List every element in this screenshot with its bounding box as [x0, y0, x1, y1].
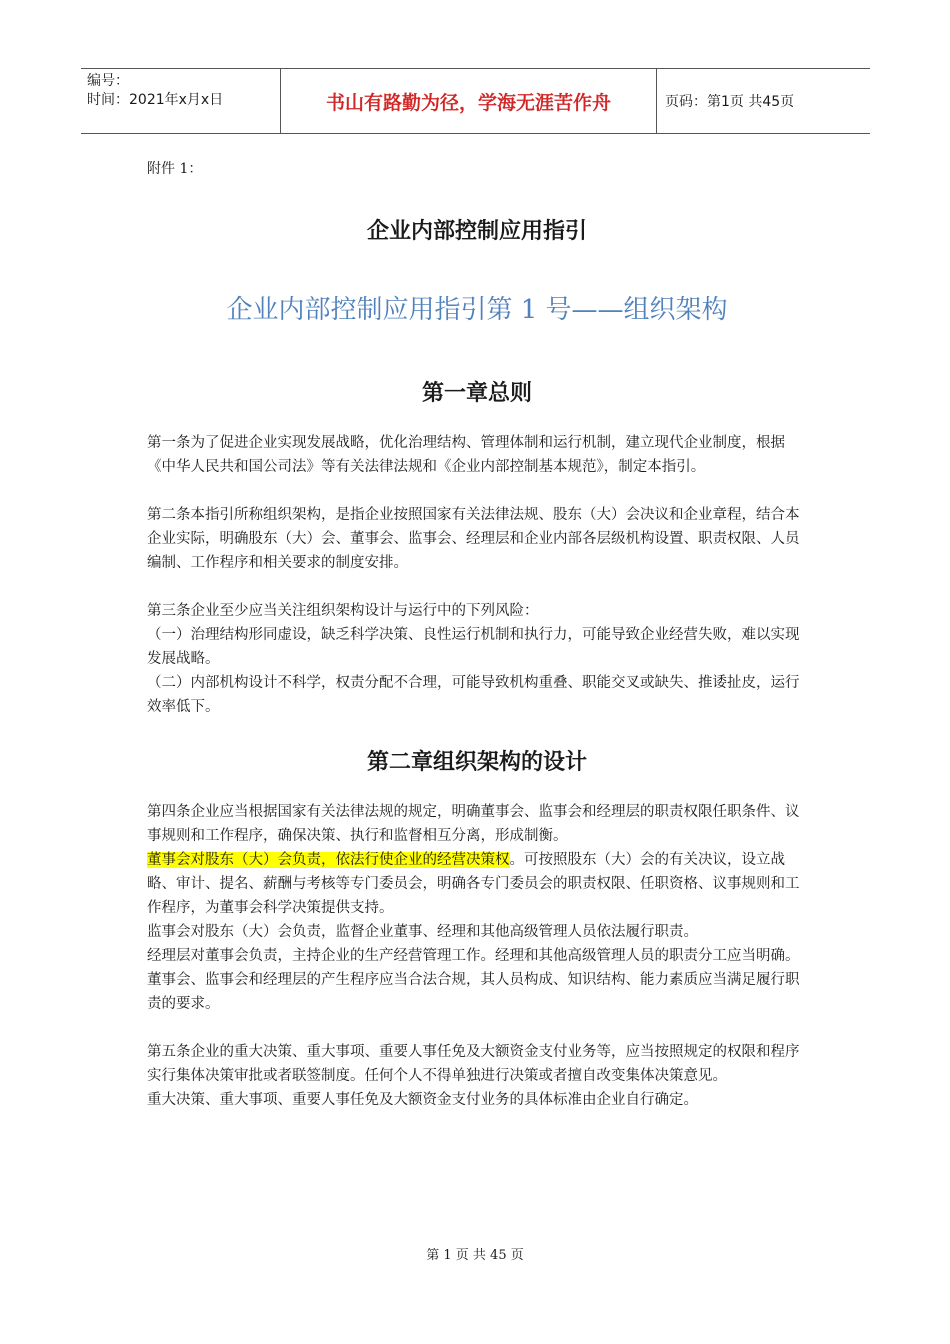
annex-label: 附件 1：	[147, 161, 203, 177]
chapter-2-title: 第二章组织架构的设计	[366, 750, 587, 775]
article-5: 第五条企业的重大决策、重大事项、重要人事任免及大额资金支付业务等，应当按照规定的权限和程序实行集体决策审批或者联签制度。任何个人不得单独进行决策或者擅自改变集体决策意见。	[147, 1044, 800, 1084]
article-3-item-2: （二）内部机构设计不科学，权责分配不合理，可能导致机构重叠、职能交叉或缺失、推诿扯皮，运行效率低下。	[147, 675, 800, 715]
chapter-1-title: 第一章总则	[421, 381, 532, 406]
article-4-supervisory: 监事会对股东（大）会负责，监督企业董事、经理和其他高级管理人员依法履行职责。	[147, 924, 698, 940]
article-4-composition: 董事会、监事会和经理层的产生程序应当合法合规，其人员构成、知识结构、能力素质应当满足履行职责的要求。	[147, 972, 800, 1012]
article-3: 第三条企业至少应当关注组织架构设计与运行中的下列风险：	[147, 603, 539, 619]
article-5-standard: 重大决策、重大事项、重要人事任免及大额资金支付业务的具体标准由企业自行确定。	[147, 1092, 698, 1108]
article-1: 第一条为了促进企业实现发展战略，优化治理结构、管理体制和运行机制，建立现代企业制度，根据《中华人民共和国公司法》等有关法律法规和《企业内部控制基本规范》，制定本指引。	[147, 435, 785, 475]
article-4-board	[147, 848, 807, 920]
document-body	[147, 158, 807, 1112]
article-4-management: 经理层对董事会负责，主持企业的生产经营管理工作。经理和其他高级管理人员的职责分工应当明确。	[147, 948, 800, 964]
document-subtitle: 企业内部控制应用指引第 1 号——组织架构	[226, 295, 728, 325]
article-3-item-1: （一）治理结构形同虚设，缺乏科学决策、良性运行机制和执行力，可能导致企业经营失败，难以实现发展战略。	[147, 627, 800, 667]
page-footer: 第 1 页 共 45 页	[426, 1248, 524, 1263]
article-4: 第四条企业应当根据国家有关法律法规的规定，明确董事会、监事会和经理层的职责权限任职条件、议事规则和工作程序，确保决策、执行和监督相互分离，形成制衡。	[147, 804, 800, 844]
article-4-board-rest: 。可按照股东（大）会的有关决议，设立战略、审计、提名、薪酬与考核等专门委员会，明确各专门委员会的职责权限、任职资格、议事规则和工作程序，为董事会科学决策提供支持。	[147, 852, 800, 916]
header-meta	[81, 69, 281, 133]
header-number: 编号：	[87, 73, 129, 89]
header-time: 时间：2021年x月x日	[87, 92, 224, 108]
page-header	[81, 68, 870, 134]
highlighted-text: 董事会对股东（大）会负责，依法行使企业的经营决策权	[147, 852, 510, 868]
header-page-info: 页码：第1页 共45页	[665, 94, 795, 110]
article-2: 第二条本指引所称组织架构，是指企业按照国家有关法律法规、股东（大）会决议和企业章程，结合本企业实际，明确股东（大）会、董事会、监事会、经理层和企业内部各层级机构设置、职责权限、人员编制、工作程序和相关要求的制度安排。	[147, 507, 800, 571]
document-title: 企业内部控制应用指引	[366, 219, 587, 244]
header-motto: 书山有路勤为径，学海无涯苦作舟	[281, 69, 657, 133]
